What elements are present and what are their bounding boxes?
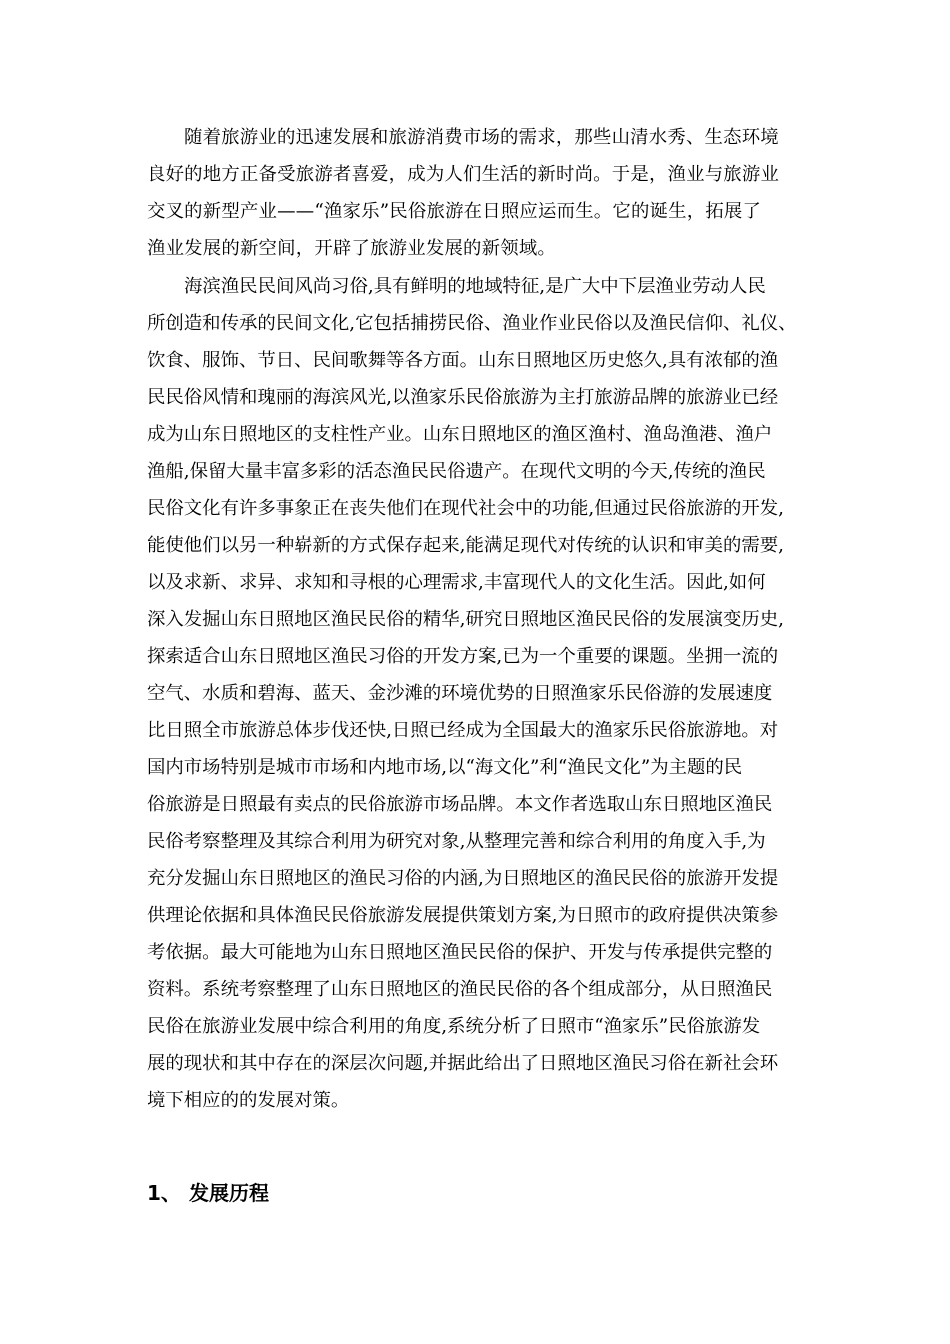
text-line: 成为山东日照地区的支柱性产业。山东日照地区的渔区渔村、渔岛渔港、渔户 <box>147 424 773 445</box>
text-line: 民俗考察整理及其综合利用为研究对象,从整理完善和综合利用的角度入手,为 <box>147 831 766 852</box>
text-line: 交叉的新型产业——“渔家乐”民俗旅游在日照应运而生。它的诞生，拓展了 <box>147 201 762 222</box>
text-line: 民俗在旅游业发展中综合利用的角度,系统分析了日照市“渔家乐”民俗旅游发 <box>147 1016 761 1037</box>
text-line: 境下相应的的发展对策。 <box>147 1090 350 1111</box>
text-line: 资料。系统考察整理了山东日照地区的渔民民俗的各个组成部分，从日照渔民 <box>147 979 773 1000</box>
text-line: 随着旅游业的迅速发展和旅游消费市场的需求，那些山清水秀、生态环境 <box>184 127 779 148</box>
text-line: 饮食、服饰、节日、民间歌舞等各方面。山东日照地区历史悠久,具有浓郁的渔 <box>147 350 779 371</box>
text-line: 良好的地方正备受旅游者喜爱，成为人们生活的新时尚。于是，渔业与旅游业 <box>147 164 780 185</box>
text-line: 民俗文化有许多事象正在丧失他们在现代社会中的功能,但通过民俗旅游的开发, <box>147 498 784 519</box>
text-line: 探索适合山东日照地区渔民习俗的开发方案,已为一个重要的课题。坐拥一流的 <box>147 646 779 667</box>
text-line: 充分发掘山东日照地区的渔民习俗的内涵,为日照地区的渔民民俗的旅游开发提 <box>147 868 779 889</box>
text-line: 比日照全市旅游总体步伐还快,日照已经成为全国最大的渔家乐民俗旅游地。对 <box>147 720 779 741</box>
text-line: 考依据。最大可能地为山东日照地区渔民民俗的保护、开发与传承提供完整的 <box>147 942 773 963</box>
text-line: 以及求新、求异、求知和寻根的心理需求,丰富现代人的文化生活。因此,如何 <box>147 572 766 593</box>
text-line: 能使他们以另一种崭新的方式保存起来,能满足现代对传统的认识和审美的需要, <box>147 535 784 556</box>
text-line: 国内市场特别是城市市场和内地市场,以“海文化”利“渔民文化”为主题的民 <box>147 757 743 778</box>
paragraph-main <box>147 268 819 1119</box>
text-line: 俗旅游是日照最有卖点的民俗旅游市场品牌。本文作者选取山东日照地区渔民 <box>147 794 773 815</box>
text-line: 深入发掘山东日照地区渔民民俗的精华,研究日照地区渔民民俗的发展演变历史, <box>147 609 784 630</box>
section-number: 1、 <box>147 1181 181 1205</box>
text-line: 渔船,保留大量丰富多彩的活态渔民民俗遗产。在现代文明的今天,传统的渔民 <box>147 461 766 482</box>
text-line: 渔业发展的新空间，开辟了旅游业发展的新领域。 <box>147 238 556 259</box>
text-line: 民民俗风情和瑰丽的海滨风光,以渔家乐民俗旅游为主打旅游品牌的旅游业已经 <box>147 387 779 408</box>
text-line: 所创造和传承的民间文化,它包括捕捞民俗、渔业作业民俗以及渔民信仰、礼仪、 <box>147 313 797 334</box>
text-line: 供理论依据和具体渔民民俗旅游发展提供策划方案,为日照市的政府提供决策参 <box>147 905 779 926</box>
text-line: 海滨渔民民间风尚习俗,具有鲜明的地域特征,是广大中下层渔业劳动人民 <box>184 276 766 297</box>
text-line: 展的现状和其中存在的深层次问题,并据此给出了日照地区渔民习俗在新社会环 <box>147 1053 779 1074</box>
paragraph-intro <box>147 119 807 267</box>
section-title: 发展历程 <box>189 1181 269 1205</box>
text-line: 空气、水质和碧海、蓝天、金沙滩的环境优势的日照渔家乐民俗游的发展速度 <box>147 683 773 704</box>
section-heading <box>147 1178 269 1208</box>
